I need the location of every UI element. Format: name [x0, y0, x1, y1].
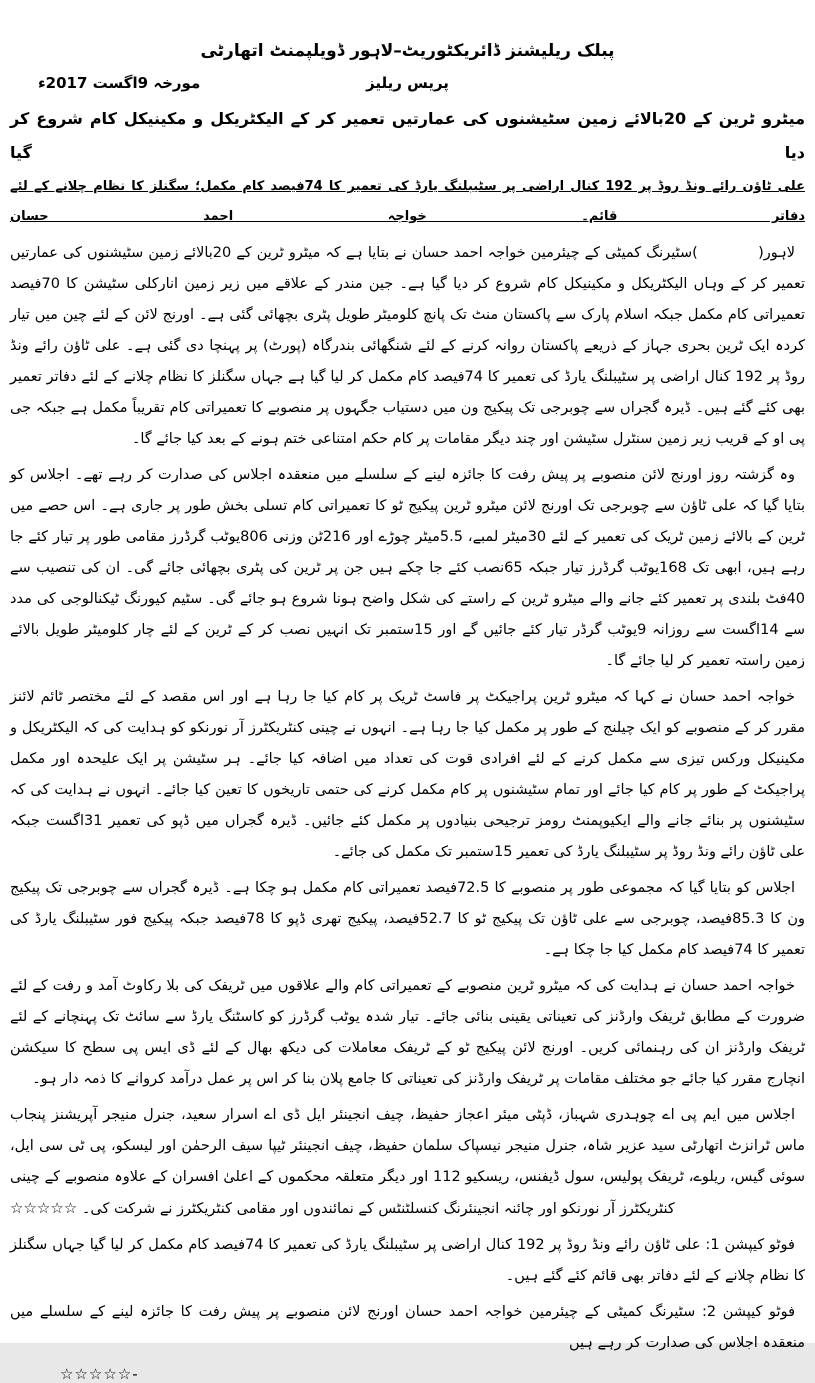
body-paragraph-6-participants [10, 1100, 805, 1225]
participants-text: اجلاس میں ایم پی اے چوہدری شہباز، ڈپٹی میئر اعجاز حفیظ، چیف انجینئر ایل ڈی اے اسرار سعید، جنرل منیجر آپریشنز پنجاب ماس ٹرانزٹ اتھارٹی سید عزیر شاہ، جنرل منیجر نیسپاک سلمان حفیظ، چیف انجینئر ٹیپا سیف الرحمٰن اور لیسکو، پی ٹی سی ایل، سوئی گیس، ریلوے، ٹریفک پولیس، سول ڈیفنس، ریسکیو 112 اور دیگر متعلقہ محکموں کے اعلیٰ افسران کے علاوہ منصوبے کے چینی کنٹریکٹرز آر نورنکو اور چائنہ انجینئرنگ کنسلٹنٹس کے نمائندوں اور مقامی کنٹریکٹرز نے شرکت کی۔ [10, 1107, 805, 1217]
subheadline: علی ٹاؤن رائے ونڈ روڈ پر 192 کنال اراضی پر سٹیبلنگ یارڈ کی تعمیر کا 74فیصد کام مکمل؛ سگنلز کا نظام چلانے کے لئے دفاتر قائم۔ خواجہ احمد حسان [10, 179, 805, 224]
stars-separator: ☆☆☆☆☆ [10, 1199, 78, 1217]
body-paragraph-2: وہ گزشتہ روز اورنج لائن منصوبے پر پیش رفت کا جائزہ لینے کے سلسلے میں منعقدہ اجلاس کی صدارت کر رہے تھے۔ اجلاس کو بتایا گیا کہ علی ٹاؤن سے چوبرجی تک اورنج لائن میٹرو ٹرین پیکیج ٹو کا تعمیراتی کام تسلی بخش طور پر جاری ہے۔ اس حصے میں ٹرین کے بالائے زمین ٹریک کی تعمیر کے لئے 30میٹر لمبے، 5.5میٹر چوڑے اور 216ٹن وزنی 806یوٹب گرڈرز مقامی طور پر تیار کئے جا رہے ہیں، ابھی تک 168یوٹب گرڈرز تیار جبکہ 65نصب کئے جا چکے ہیں جن پر ٹرین کی پٹری بچھائی جائے گی۔ ان کی تنصیب سے 40فٹ بلندی پر تعمیر کئے جانے والے میٹرو ٹرین کے راستے کی شکل واضح ہونا شروع ہو جائے گی۔ سٹیم کیورنگ ٹیکنالوجی کی مدد سے 14اگست سے روزانہ 9یوٹب گرڈر تیار کئے جائیں گے اور 15ستمبر تک انہیں نصب کر کے ٹرین کے لئے چار کلومیٹر طویل بالائے زمین راستہ تعمیر کر لیا جائے گا۔ [10, 467, 806, 669]
date-press-row [10, 66, 805, 100]
release-type-label: پریس ریلیز [366, 74, 449, 92]
ending-stars-line [10, 1364, 805, 1383]
body-paragraph-4: اجلاس کو بتایا گیا کہ مجموعی طور پر منصوبے کا 72.5فیصد تعمیراتی کام مکمل ہو چکا ہے۔ ڈیرہ گجراں سے چوبرجی تک پیکیج ون کا 85.3فیصد، چوبرجی سے علی ٹاؤن تک پیکیج ٹو کا 52.7فیصد، پیکیج تھری ڈپو کا 78فیصد جبکہ پیکیج فور سٹیبلنگ یارڈ کی تعمیر کا 74فیصد کام مکمل کیا جا چکا ہے۔ [10, 880, 805, 958]
press-body [10, 238, 805, 1225]
headline: میٹرو ٹرین کے 20بالائے زمین سٹیشنوں کی عمارتیں تعمیر کر کے الیکٹریکل و مکینیکل کام شروع کر دیا گیا [10, 109, 806, 162]
ending-stars: ☆☆☆☆☆- [60, 1365, 139, 1383]
photo-caption-1: فوٹو کیپشن 1: علی ٹاؤن رائے ونڈ روڈ پر 192 کنال اراضی پر سٹیبلنگ یارڈ کی تعمیر کا 74فیصد کام مکمل کر لیا گیا جہاں سگنلز کا نظام چلانے کے لئے دفاتر بھی قائم کئے گئے ہیں۔ [10, 1237, 805, 1284]
photo-caption-2: فوٹو کیپشن 2: سٹیرنگ کمیٹی کے چیئرمین خواجہ احمد حسان اورنج لائن منصوبے پر پیش رفت کا جائزہ لینے کے سلسلے میں منعقدہ اجلاس کی صدارت کر رہے ہیں [10, 1304, 805, 1351]
body-paragraph-5: خواجہ احمد حسان نے ہدایت کی کہ میٹرو ٹرین منصوبے کے تعمیراتی کام والے علاقوں میں ٹریفک کی بلا رکاوٹ آمد و رفت کے لئے ضرورت کے مطابق ٹریفک وارڈنز کی تعیناتی یقینی بنائی جائے۔ تیار شدہ یوٹب گرڈرز کو کاسٹنگ یارڈ سے سائٹ تک پہنچانے کے لئے ٹریفک وارڈنز ان کی رہنمائی کریں۔ اورنج لائن پیکیج ٹو کے ٹریفک معاملات کی دیکھ بھال کے لئے ڈی ایس پی سطح کا سیکشن انچارج مقرر کیا جائے جو مختلف مقامات پر ٹریفک وارڈنز کی تعیناتی کا جامع پلان بنا کر اس پر عمل درآمد کروانے کا ذمہ دار ہو۔ [10, 978, 805, 1087]
body-paragraph-1: لاہور( )سٹیرنگ کمیٹی کے چیئرمین خواجہ احمد حسان نے بتایا ہے کہ میٹرو ٹرین کے 20بالائے زمین سٹیشنوں کی عمارتیں تعمیر کر کے وہاں الیکٹریکل و مکینیکل کام شروع کر دیا گیا ہے۔ جین مندر کے علاقے میں زیر زمین انارکلی سٹیشن کا 70فیصد تعمیراتی کام مکمل جبکہ اسلام پارک سے پاکستان منٹ تک پانچ کلومیٹر طویل پٹری بچھائی گئی ہے۔ اورنج لائن کے لئے چین میں تیار کردہ ایک ٹرین بحری جہاز کے ذریعے پاکستان روانہ کرنے کے لئے شنگھائی بندرگاہ (پورٹ) پر پہنچا دی گئی ہے۔ علی ٹاؤن رائے ونڈ روڈ پر 192 کنال اراضی پر سٹیبلنگ یارڈ کی تعمیر کا 74فیصد کام مکمل کر لیا گیا ہے جہاں سگنلز کا نظام چلانے کے لئے دفاتر تعمیر بھی کئے گئے ہیں۔ ڈیرہ گجراں سے چوبرجی تک پیکیج ون میں دستیاب جگہوں پر منصوبے کا تعمیراتی کام تقریباً مکمل ہے جبکہ جی پی او کے قریب زیر زمین سنٹرل سٹیشن اور چند دیگر مقامات پر کام حکم امتناعی ختم ہونے کے بعد کیا جائے گا۔ [10, 245, 806, 447]
body-paragraph-3: خواجہ احمد حسان نے کہا کہ میٹرو ٹرین پراجیکٹ پر فاسٹ ٹریک پر کام کیا جا رہا ہے اور اس مقصد کے لئے مختصر ٹائم لائنز مقرر کر کے منصوبے کو ایک چیلنج کے طور پر مکمل کیا جا رہا ہے۔ انہوں نے چینی کنٹریکٹرز آر نورنکو کو ہدایت کی کہ الیکٹریکل و مکینیکل ورکس تیزی سے مکمل کرنے کے لئے افرادی قوت کی تعداد میں اضافہ کیا جائے۔ ہر سٹیشن پر ایک علیحدہ اور مکمل پراجیکٹ کے طور پر کام کیا جائے اور تمام سٹیشنوں پر کام مکمل کرنے کی حتمی تاریخوں کا تعین کیا جائے۔ انہوں نے ہدایت کی کہ سٹیشنوں پر بنائے جانے والے ایکیوپمنٹ رومز ترجیحی بنیادوں پر مکمل کئے جائیں۔ ڈیرہ گجراں میں ڈپو کی تعمیر 31اگست جبکہ علی ٹاؤن رائے ونڈ روڈ پر سٹیبلنگ یارڈ کی تعمیر 15ستمبر تک مکمل کی جائے۔ [10, 689, 805, 860]
document-date: مورخہ 9اگست 2017ء [38, 74, 201, 92]
organization-title: پبلک ریلیشنز ڈائریکٹوریٹ–لاہور ڈویلپمنٹ اتھارٹی [200, 41, 615, 61]
